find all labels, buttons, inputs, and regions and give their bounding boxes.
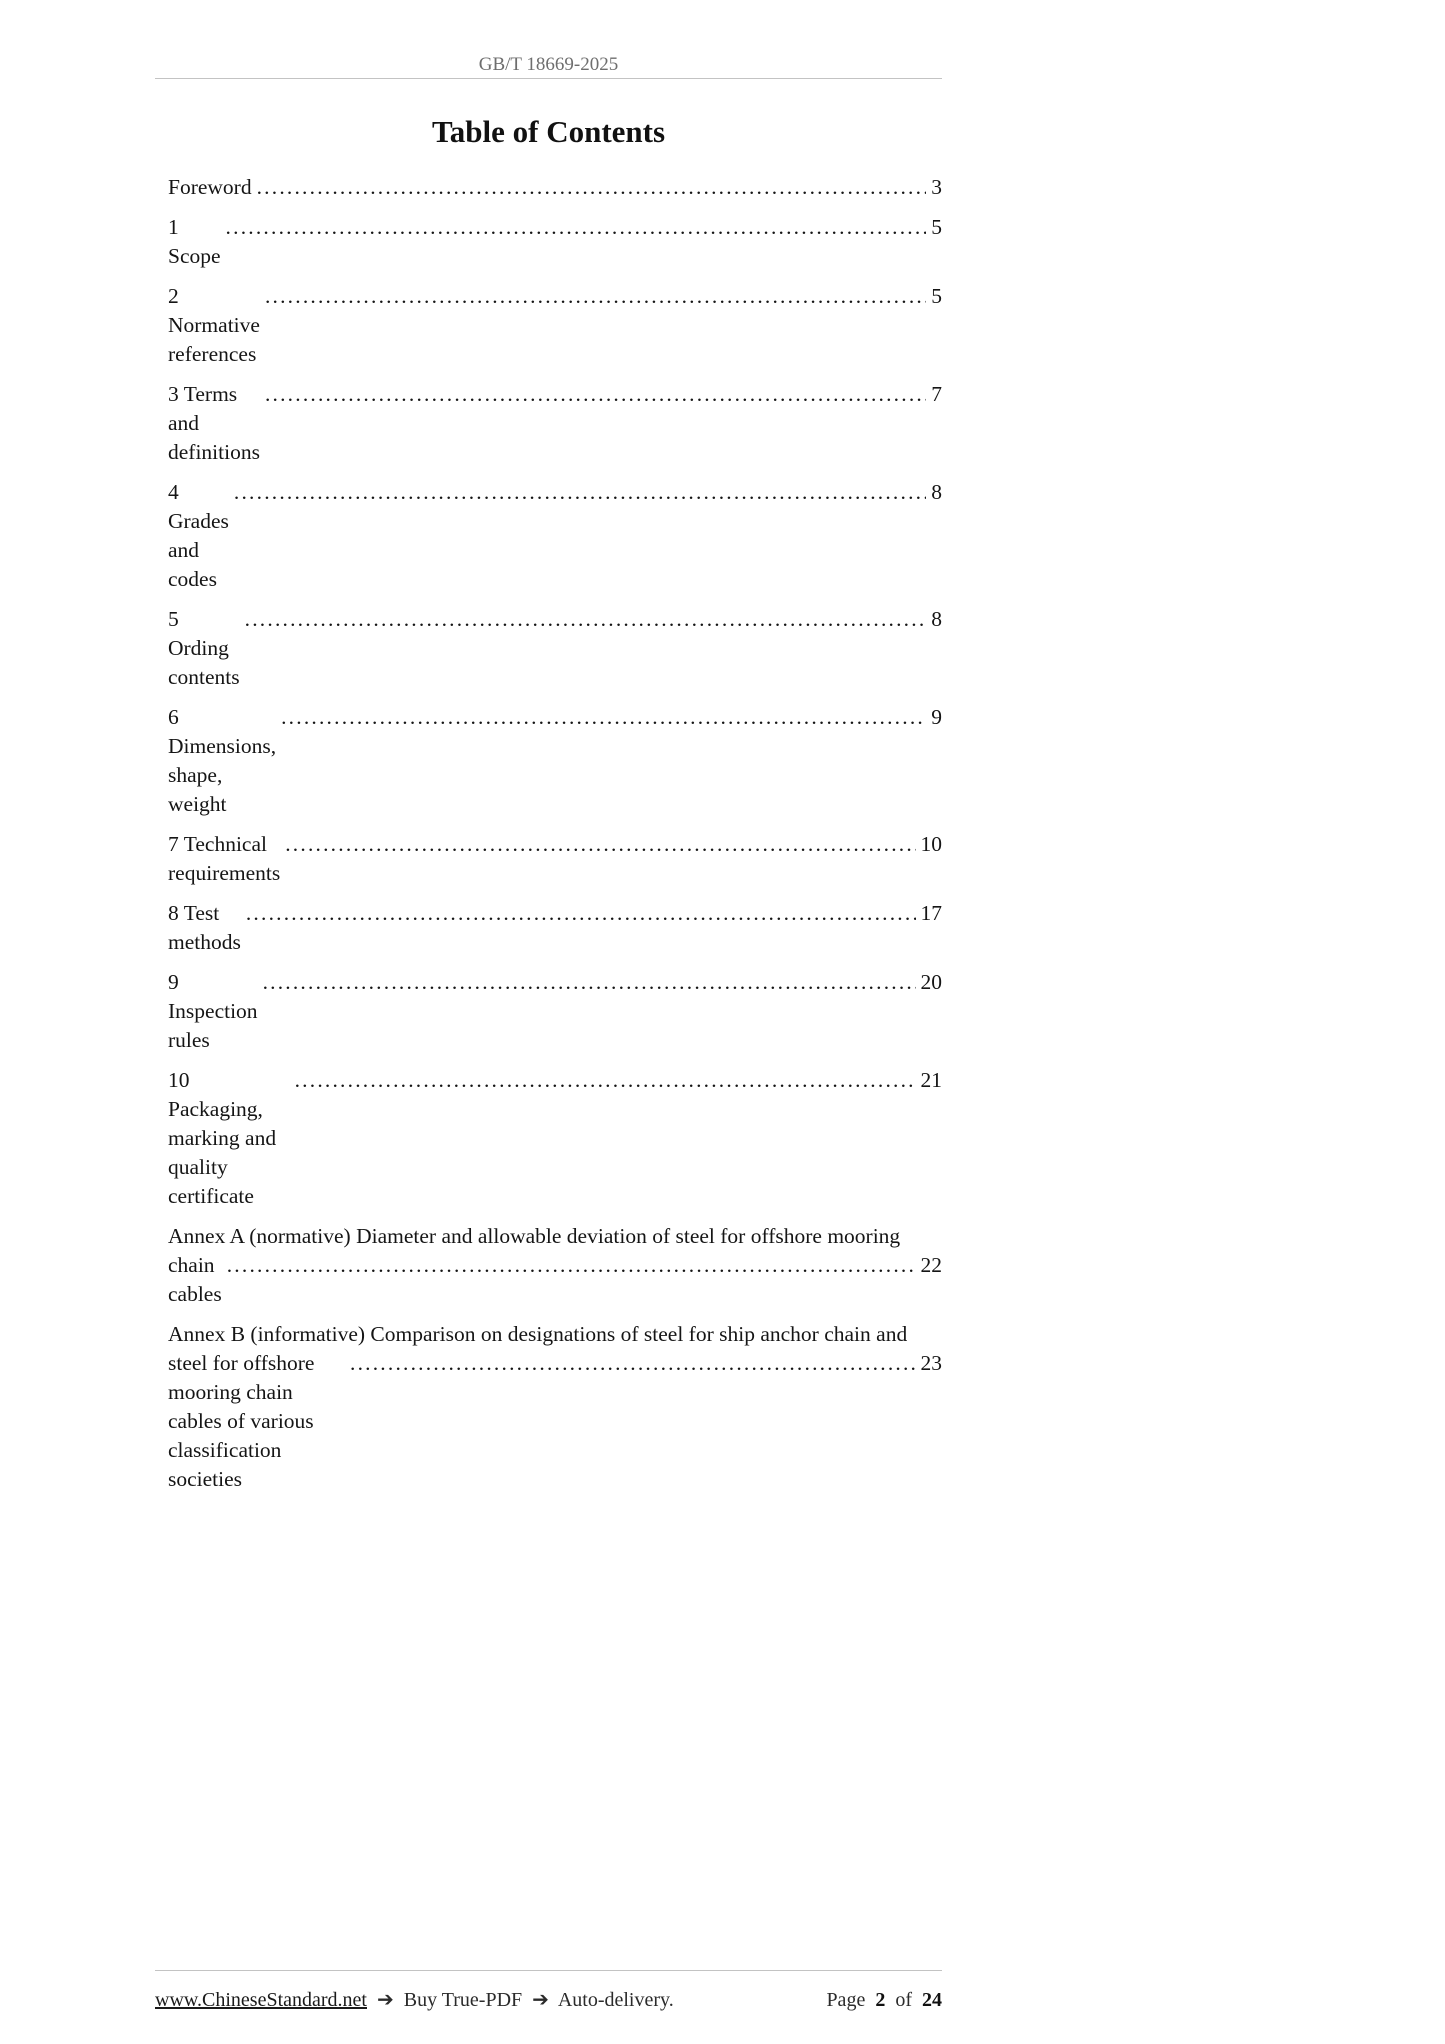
toc-entry bbox=[168, 478, 942, 594]
website-link[interactable]: www.ChineseStandard.net bbox=[155, 1989, 367, 2011]
toc-entry-label: 10 Packaging, marking and quality certificate bbox=[168, 1068, 282, 1208]
toc-dot-leader bbox=[257, 173, 927, 202]
toc-page-number: 20 bbox=[920, 970, 942, 994]
toc-entry-label: 4 Grades and codes bbox=[168, 480, 235, 591]
page-current: 2 bbox=[875, 1989, 886, 2011]
toc-entry bbox=[168, 830, 942, 888]
toc-page-number: 22 bbox=[920, 1253, 942, 1277]
arrow-icon: ➔ bbox=[532, 1987, 549, 2011]
toc-dot-leader bbox=[350, 1349, 916, 1378]
toc-entry-label: 6 Dimensions, shape, weight bbox=[168, 705, 282, 816]
toc-entry bbox=[168, 1066, 942, 1211]
toc-page-number: 5 bbox=[931, 215, 942, 239]
toc-page-number: 5 bbox=[931, 284, 942, 308]
toc-page-number: 7 bbox=[931, 382, 942, 406]
toc-entry-label: Annex B (informative) Comparison on designations of steel for ship anchor chain and bbox=[168, 1322, 908, 1346]
toc-dot-leader bbox=[246, 899, 916, 928]
of-label: of bbox=[895, 1989, 912, 2011]
document-footer bbox=[155, 1970, 942, 2014]
toc-entry bbox=[168, 173, 942, 202]
toc-dot-leader bbox=[285, 830, 915, 859]
toc-entry-label: steel for offshore mooring chain cables of various classification societies bbox=[168, 1351, 320, 1491]
toc-dot-leader bbox=[263, 968, 916, 997]
toc-page-number: 17 bbox=[920, 901, 942, 925]
table-of-contents bbox=[155, 173, 942, 1494]
toc-entry bbox=[168, 703, 942, 819]
toc-entry-label: Foreword bbox=[168, 175, 252, 199]
header-divider bbox=[155, 78, 942, 79]
page-title: Table of Contents bbox=[431, 114, 666, 149]
toc-entry-label: 2 Normative references bbox=[168, 284, 266, 366]
toc-entry-label: chain cables bbox=[168, 1253, 222, 1306]
toc-page-number: 3 bbox=[931, 175, 942, 199]
toc-dot-leader bbox=[234, 478, 926, 507]
toc-page-number: 23 bbox=[920, 1351, 942, 1375]
toc-page-number: 21 bbox=[920, 1068, 942, 1092]
footer-delivery-text: Auto-delivery. bbox=[557, 1989, 674, 2011]
page-total: 24 bbox=[922, 1989, 942, 2011]
toc-entry bbox=[168, 1222, 942, 1309]
toc-entry-label: 7 Technical requirements bbox=[168, 832, 281, 885]
toc-dot-leader bbox=[265, 282, 926, 311]
toc-dot-leader bbox=[227, 1251, 916, 1280]
toc-entry bbox=[168, 605, 942, 692]
toc-page-number: 8 bbox=[931, 607, 942, 631]
footer-info bbox=[155, 1985, 679, 2014]
toc-entry bbox=[168, 213, 942, 271]
toc-entry bbox=[168, 282, 942, 369]
page-label: Page bbox=[826, 1989, 866, 2011]
footer-buy-text: Buy True-PDF bbox=[403, 1989, 523, 2011]
toc-entry bbox=[168, 380, 942, 467]
content-area bbox=[155, 0, 942, 2044]
footer-divider bbox=[155, 1970, 942, 1971]
toc-entry-label: 8 Test methods bbox=[168, 901, 241, 954]
toc-dot-leader bbox=[281, 703, 926, 732]
toc-dot-leader bbox=[265, 380, 926, 409]
arrow-icon: ➔ bbox=[377, 1987, 394, 2011]
toc-entry bbox=[168, 1320, 942, 1494]
toc-page-number: 8 bbox=[931, 480, 942, 504]
toc-dot-leader bbox=[226, 213, 927, 242]
toc-entry-label: 5 Ording contents bbox=[168, 607, 240, 689]
page-indicator bbox=[821, 1986, 942, 2014]
document-header bbox=[155, 52, 942, 79]
toc-entry bbox=[168, 968, 942, 1055]
toc-entry bbox=[168, 899, 942, 957]
toc-entry-label: Annex A (normative) Diameter and allowable deviation of steel for offshore mooring bbox=[168, 1224, 901, 1248]
toc-dot-leader bbox=[295, 1066, 916, 1095]
toc-dot-leader bbox=[245, 605, 927, 634]
toc-page-number: 9 bbox=[931, 705, 942, 729]
toc-entry-label: 3 Terms and definitions bbox=[168, 382, 260, 464]
toc-page-number: 10 bbox=[920, 832, 942, 856]
toc-entry-label: 9 Inspection rules bbox=[168, 970, 263, 1052]
toc-entry-label: 1 Scope bbox=[168, 215, 221, 268]
document-number: GB/T 18669-2025 bbox=[478, 54, 619, 75]
